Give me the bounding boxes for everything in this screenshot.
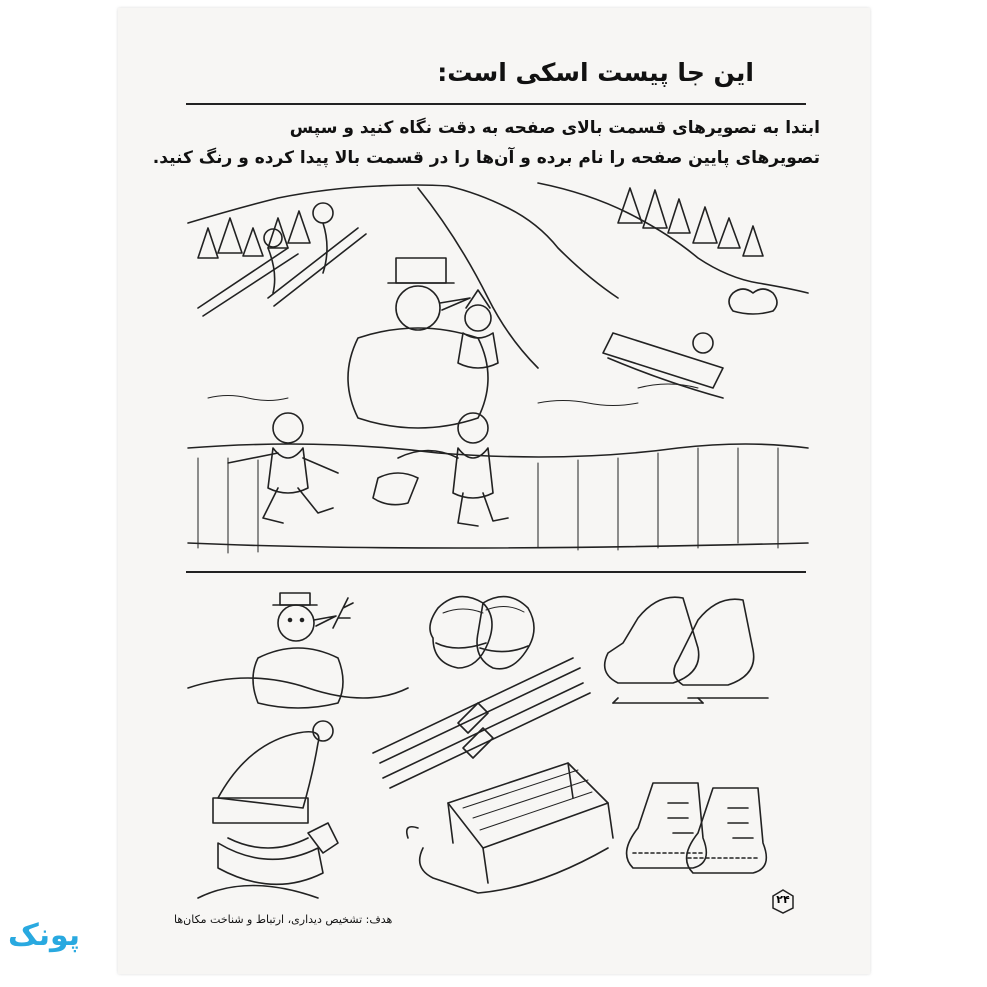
instruction-line-2: تصویرهای پایین صفحه را نام برده و آن‌ها را در قسمت بالا پیدا کرده و رنگ کنید.	[152, 148, 820, 168]
skis-icon	[373, 658, 590, 788]
worksheet-page	[118, 8, 870, 974]
hat-scarf-icon	[198, 721, 338, 898]
footer-goal: هدف: تشخیص دیداری، ارتباط و شناخت مکان‌ها	[174, 913, 393, 926]
page-number: ۲۴	[776, 893, 790, 906]
instruction-line-1: ابتدا به تصویرهای قسمت بالای صفحه به دقت نگاه کنید و سپس	[289, 118, 820, 138]
brand-logo: پونک	[8, 918, 81, 953]
ski-boots-icon	[627, 783, 767, 873]
snowman-icon	[188, 593, 408, 708]
sled-icon	[407, 763, 613, 893]
mittens-icon	[430, 597, 534, 669]
ice-skates-icon	[605, 597, 768, 703]
page-title: این جا پیست اسکی است:	[437, 58, 754, 87]
